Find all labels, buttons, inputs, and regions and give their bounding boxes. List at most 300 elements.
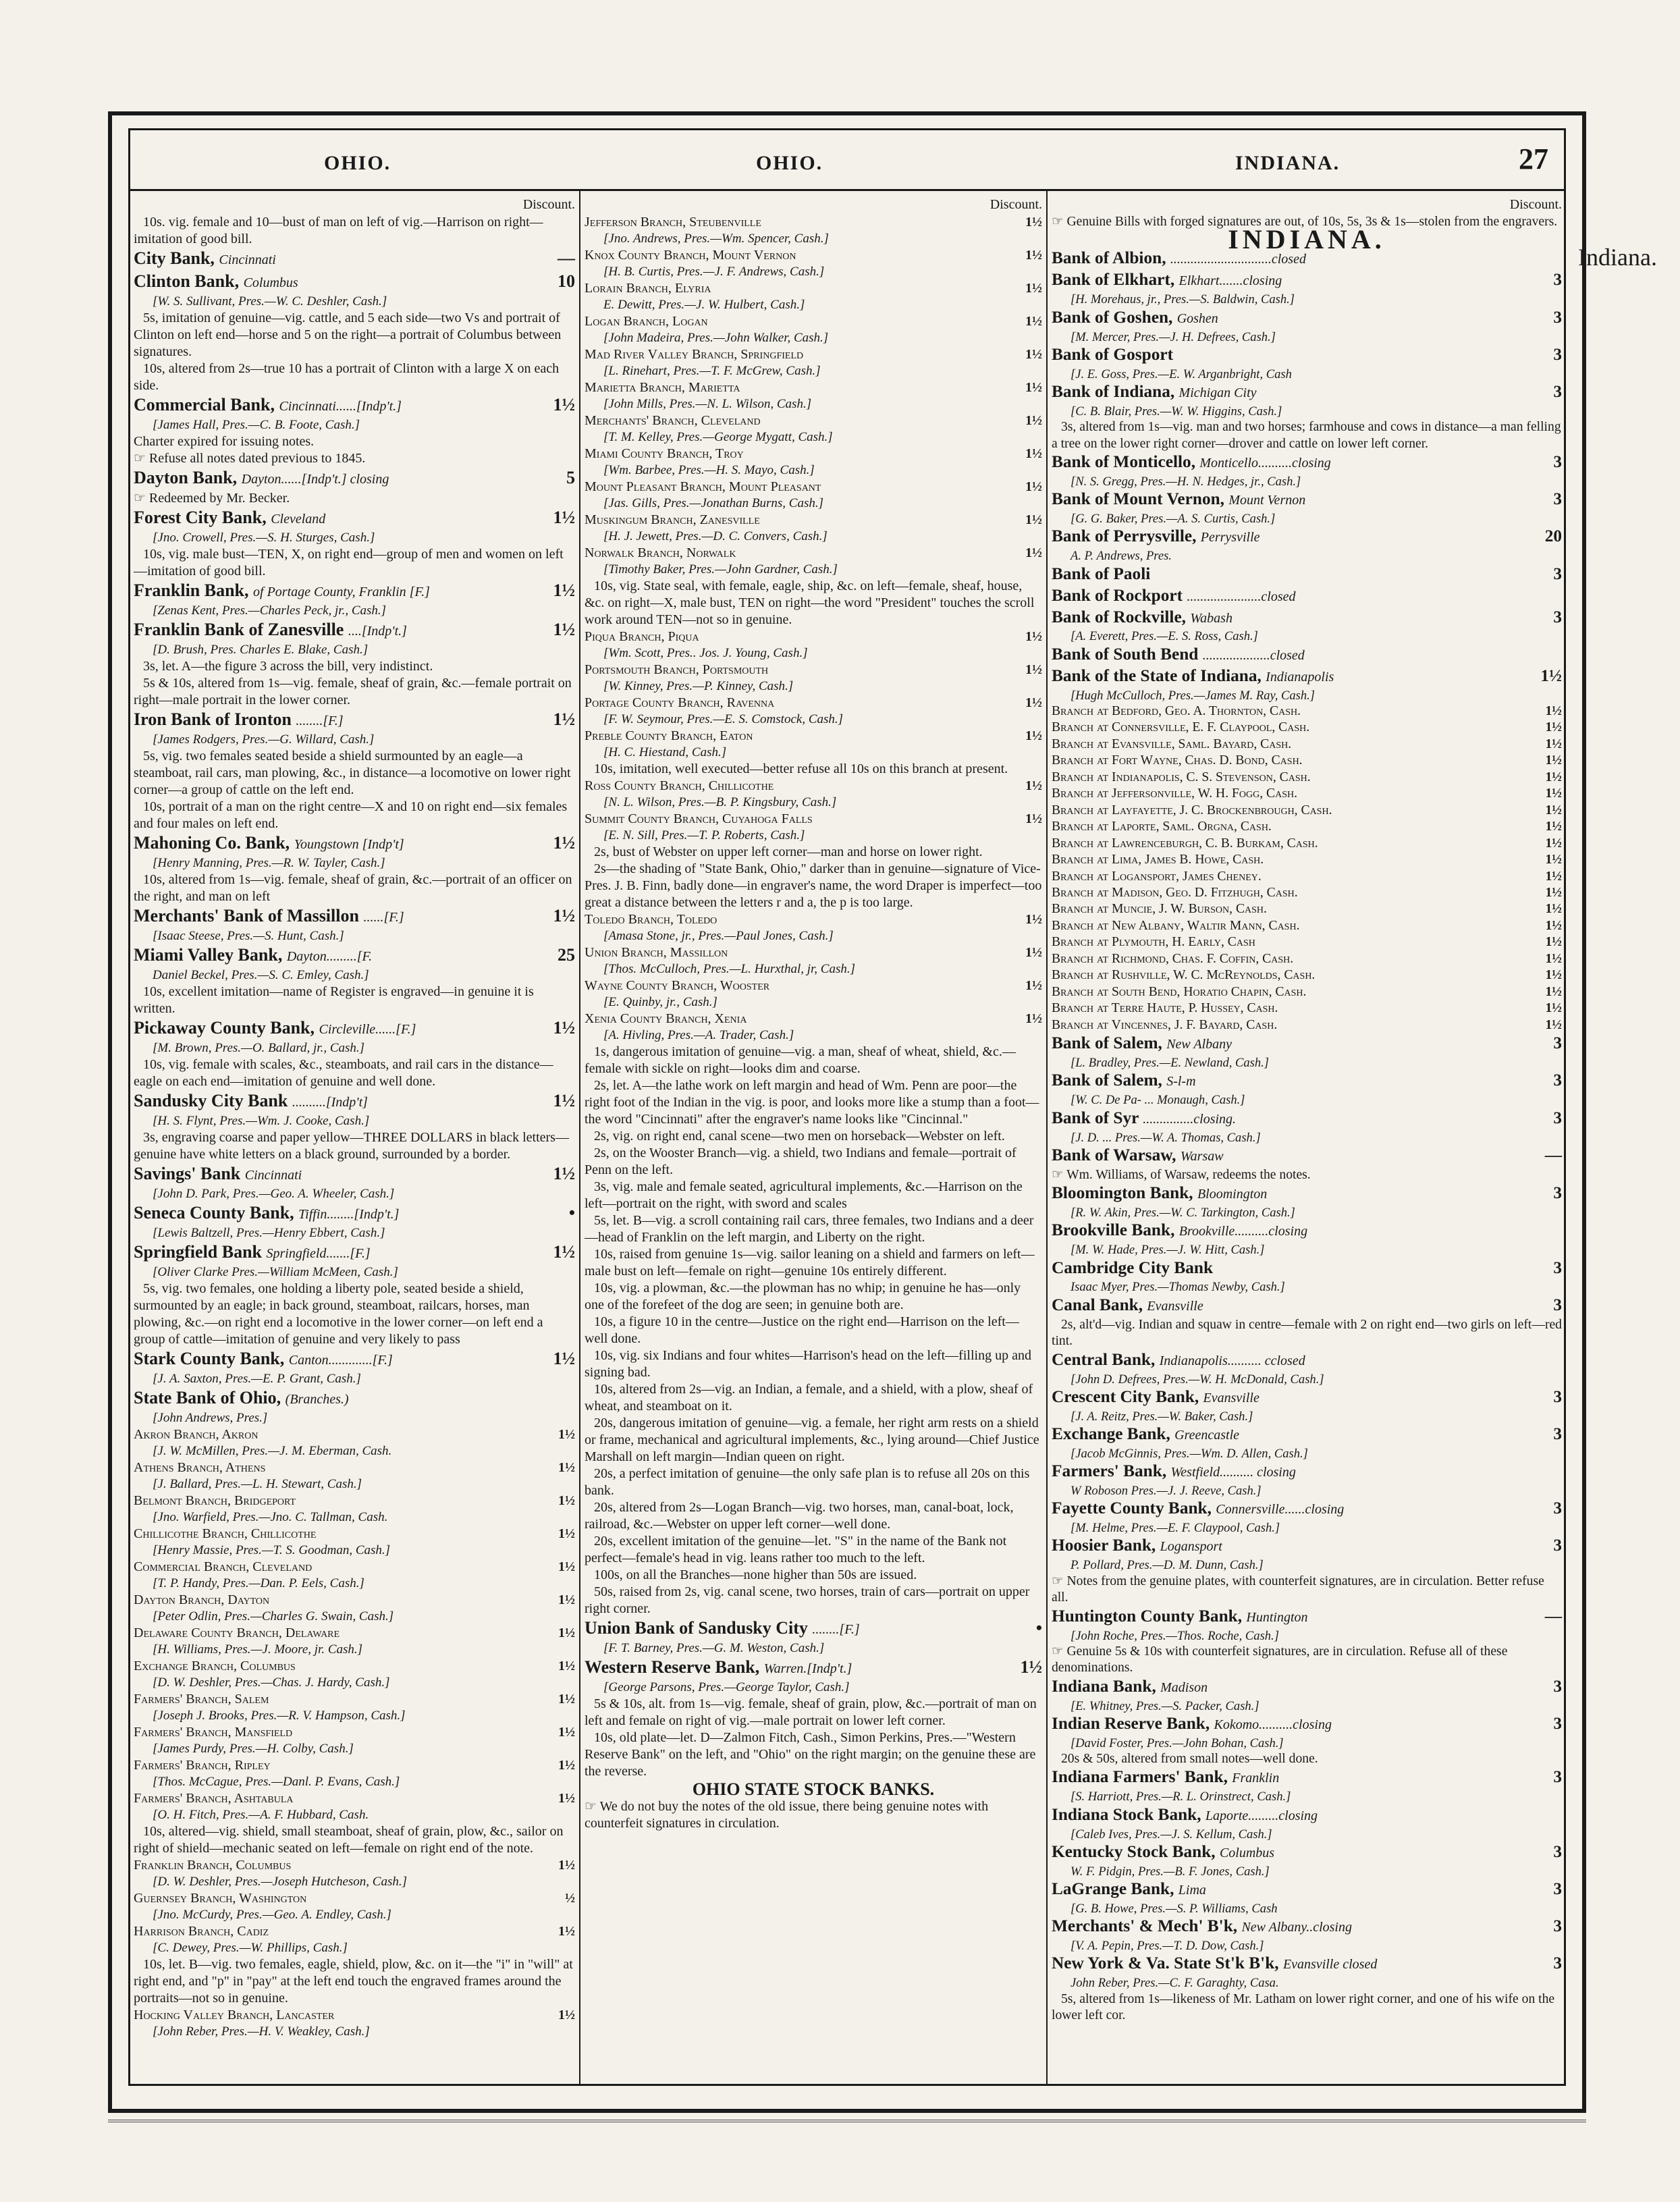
counterfeit-description: 20s, a perfect imitation of genuine—the only safe plan is to refuse all 20s on this bank.	[585, 1466, 1030, 1498]
discount-rate: 1½	[553, 1018, 575, 1038]
column-indiana	[1052, 196, 1562, 2024]
discount-rate: 5	[566, 468, 575, 487]
counterfeit-description: 3s, altered from 1s—vig. man and two horses; farmhouse and cows in distance—a man felling a tree on the lower right corner—drover and cattle on lower left corner.	[1052, 420, 1561, 451]
counterfeit-description: 10s, imitation, well executed—better refuse all 10s on this branch at present.	[594, 761, 1008, 776]
officers-line: Isaac Myer, Pres.—Thomas Newby, Cash.]	[1071, 1280, 1285, 1295]
branch-entry	[585, 214, 1042, 231]
branch-entry	[134, 2007, 575, 2024]
officers-line: [David Foster, Pres.—John Bohan, Cash.]	[1071, 1736, 1284, 1750]
discount-rate: 1½	[553, 1242, 575, 1262]
branch-entry	[134, 1757, 575, 1774]
discount-rate: 3	[1553, 1071, 1562, 1090]
bank-name: Bank of Indiana,	[1052, 381, 1175, 401]
branch-entry	[585, 728, 1042, 745]
bank-entry	[134, 248, 575, 271]
discount-rate: 1½	[558, 1758, 575, 1773]
branch-entry	[585, 446, 1042, 462]
branch-name: Branch at South Bend, Horatio Chapin, Cash.	[1052, 984, 1307, 999]
column-rule-2	[1046, 189, 1048, 2086]
branch-entry	[1052, 869, 1562, 885]
discount-rate: 1½	[1025, 380, 1042, 395]
counterfeit-description: 5s, let. B—vig. a scroll containing rail cars, three females, two Indians and a deer—head of Franklin on the left margin, and Liberty on the right.	[585, 1213, 1034, 1245]
branch-entry	[134, 1658, 575, 1675]
bank-location: Cincinnati	[219, 252, 276, 267]
note-line: Charter expired for issuing notes.	[134, 434, 315, 449]
bank-entry	[1052, 527, 1562, 548]
discount-rate: 1½	[1025, 413, 1042, 428]
bank-name: Fayette County Bank,	[1052, 1499, 1212, 1518]
discount-rate: 1½	[1025, 479, 1042, 494]
officers-line: [M. Helme, Pres.—E. F. Claypool, Cash.]	[1071, 1521, 1280, 1536]
bank-entry	[134, 394, 575, 417]
officers-line: [F. T. Barney, Pres.—G. M. Weston, Cash.]	[603, 1641, 825, 1655]
discount-rate: 1½	[553, 620, 575, 639]
discount-rate: 1½	[1545, 918, 1562, 933]
discount-rate: 1½	[1025, 1011, 1042, 1026]
note-line: ☞ Redeemed by Mr. Becker.	[134, 491, 290, 506]
bank-name: Dayton Bank,	[134, 468, 238, 487]
bank-entry	[134, 944, 575, 967]
branch-entry	[1052, 720, 1562, 736]
bank-name: Pickaway County Bank,	[134, 1018, 315, 1038]
bank-location: Warsaw	[1180, 1148, 1224, 1164]
branch-name: Branch at Layfayette, J. C. Brockenbrough, Cash.	[1052, 803, 1332, 817]
counterfeit-description: 5s, imitation of genuine—vig. cattle, and 5 each side—two Vs and portrait of Clinton on left end—horse and 5 on the right—a portrait of Columbus between signatures.	[134, 311, 562, 359]
officers-line: [John D. Defrees, Pres.—W. H. McDonald, Cash.]	[1071, 1372, 1324, 1387]
discount-rate: 1½	[553, 1349, 575, 1368]
bank-location: ......................closed	[1187, 589, 1296, 604]
bank-location: ....[Indp't.]	[348, 624, 407, 639]
bank-name: Franklin Bank,	[134, 581, 249, 600]
discount-rate: 3	[1553, 1767, 1562, 1787]
discount-rate: 1½	[1545, 869, 1562, 884]
bank-name: Sandusky City Bank	[134, 1091, 288, 1110]
bank-name: Merchants' & Mech' B'k,	[1052, 1916, 1238, 1936]
officers-line: [John Andrews, Pres.]	[153, 1411, 268, 1425]
discount-rate: 1½	[1545, 902, 1562, 917]
bank-name: New York & Va. State St'k B'k,	[1052, 1954, 1279, 1973]
bank-location: Westfield.......... closing	[1170, 1465, 1296, 1480]
branch-name: Franklin Branch, Columbus	[134, 1858, 292, 1873]
bank-name: Springfield Bank	[134, 1242, 263, 1262]
discount-rate: 1½	[1025, 545, 1042, 560]
column-rule-1	[579, 189, 580, 2086]
bank-name: Mahoning Co. Bank,	[134, 833, 290, 853]
discount-rate: •	[1035, 1618, 1042, 1638]
officers-line: [George Parsons, Pres.—George Taylor, Cash.]	[603, 1680, 850, 1694]
discount-rate: 1½	[558, 1559, 575, 1574]
bank-location: Tiffin........[Indp't.]	[298, 1207, 400, 1222]
bank-name: Union Bank of Sandusky City	[585, 1618, 808, 1638]
bank-name: Bloomington Bank,	[1052, 1183, 1193, 1203]
bank-name: Bank of Mount Vernon,	[1052, 489, 1225, 509]
branch-name: Branch at Lawrenceburgh, C. B. Burkam, Cash.	[1052, 836, 1318, 851]
discount-rate: 1½	[1545, 935, 1562, 950]
branch-name: Branch at Indianapolis, C. S. Stevenson, Cash.	[1052, 770, 1311, 784]
bank-entry	[585, 1657, 1042, 1680]
bank-entry	[1052, 1767, 1562, 1789]
branch-name: Branch at Lima, James B. Howe, Cash.	[1052, 853, 1264, 867]
branch-name: Knox County Branch, Mount Vernon	[585, 248, 796, 263]
counterfeit-description: 10s, old plate—let. D—Zalmon Fitch, Cash., Simon Perkins, Pres.—"Western Reserve Bank" on the left, and "Ohio" on the right margin; on the genuine these are the reverse.	[585, 1730, 1036, 1779]
officers-line: [James Hall, Pres.—C. B. Foote, Cash.]	[153, 418, 360, 432]
branch-entry	[585, 662, 1042, 678]
branch-entry	[585, 695, 1042, 711]
running-head-left: OHIO.	[324, 152, 391, 174]
branch-name: Farmers' Branch, Ashtabula	[134, 1791, 294, 1806]
counterfeit-description: 5s, vig. two females seated beside a shield surmounted by an eagle—a steamboat, rail cars, man plowing, &c., in distance—a locomotive on lower right corner—a group of cattle on the left end.	[134, 749, 571, 797]
bank-name: State Bank of Ohio,	[134, 1388, 281, 1407]
branch-name: Branch at Richmond, Chas. F. Coffin, Cash.	[1052, 951, 1294, 966]
branch-name: Portage County Branch, Ravenna	[585, 695, 775, 710]
bank-entry	[1052, 1461, 1562, 1483]
margin-note: Indiana.	[1578, 244, 1657, 271]
officers-line: [H. Morehaus, jr., Pres.—S. Baldwin, Cash.]	[1071, 292, 1295, 307]
bank-location: ........[F.]	[296, 714, 344, 728]
branch-name: Merchants' Branch, Cleveland	[585, 413, 761, 428]
bank-location: Warren.[Indp't.]	[763, 1661, 852, 1676]
officers-line: [Wm. Scott, Pres.. Jos. J. Young, Cash.]	[603, 646, 808, 660]
discount-rate: 1½	[1545, 1001, 1562, 1016]
discount-rate: 1½	[1545, 770, 1562, 784]
bank-entry	[1052, 586, 1562, 608]
bank-location: Connersville......closing	[1216, 1502, 1345, 1518]
discount-rate: 3	[1553, 1183, 1562, 1203]
branch-entry	[1052, 934, 1562, 950]
officers-line: [John Reber, Pres.—H. V. Weakley, Cash.]	[153, 2024, 370, 2039]
counterfeit-description: 10s, portrait of a man on the right centre—X and 10 on right end—six females and four males on left end.	[134, 799, 568, 831]
branch-entry	[134, 1890, 575, 1907]
branch-entry	[585, 247, 1042, 264]
bank-location: Dayton.........[F.	[286, 949, 373, 964]
bank-entry	[1052, 270, 1562, 292]
officers-line: John Reber, Pres.—C. F. Garaghty, Casa.	[1071, 1976, 1279, 1991]
bank-location: Franklin	[1232, 1771, 1280, 1786]
counterfeit-description: 20s, dangerous imitation of genuine—vig. a female, her right arm rests on a shield or frame, mechanical and agricultural implements, &c., lying around—Chief Justice Marshall on left margin—Indian queen on right.	[585, 1416, 1039, 1464]
officers-line: [A. Hivling, Pres.—A. Trader, Cash.]	[603, 1028, 794, 1042]
branch-name: Harrison Branch, Cadiz	[134, 1924, 269, 1939]
officers-line: [D. W. Deshler, Pres.—Chas. J. Hardy, Cash.]	[153, 1675, 390, 1690]
branch-name: Logan Branch, Logan	[585, 314, 708, 329]
discount-rate: 1½	[1025, 446, 1042, 461]
bank-entry	[134, 832, 575, 855]
bank-entry	[1052, 1108, 1562, 1130]
discount-rate: 10	[558, 271, 575, 291]
bank-name: Farmers' Bank,	[1052, 1461, 1167, 1481]
bank-location: Indianapolis.......... cclosed	[1159, 1353, 1305, 1368]
officers-line: [Henry Massie, Pres.—T. S. Goodman, Cash.]	[153, 1543, 391, 1557]
bank-entry	[1052, 1220, 1562, 1242]
bank-name: Crescent City Bank,	[1052, 1387, 1199, 1406]
branch-name: Lorain Branch, Elyria	[585, 281, 711, 296]
officers-line: [G. B. Howe, Pres.—S. P. Williams, Cash	[1071, 1901, 1278, 1916]
counterfeit-description: 2s, let. A—the lathe work on left margin and head of Wm. Penn are poor—the right foot of the Indian in the vig. is poor, and looks more like a stump than a foot—the word "Cincinnati" after the engraver's name looks like "Cincinnal."	[585, 1078, 1039, 1127]
officers-line: [N. S. Gregg, Pres.—H. N. Hedges, jr., Cash.]	[1071, 475, 1301, 489]
discount-header: Discount.	[1509, 197, 1562, 212]
bank-name: Seneca County Bank,	[134, 1203, 294, 1223]
discount-rate: 1½	[558, 2008, 575, 2022]
officers-line: [H. J. Jewett, Pres.—D. C. Convers, Cash.]	[603, 529, 828, 543]
counterfeit-description: 20s & 50s, altered from small notes—well done.	[1061, 1752, 1318, 1766]
discount-rate: 3	[1553, 1879, 1562, 1898]
officers-line: [T. M. Kelley, Pres.—George Mygatt, Cash.]	[603, 430, 833, 444]
bank-entry	[134, 1017, 575, 1040]
officers-line: [Hugh McCulloch, Pres.—James M. Ray, Cash.]	[1071, 688, 1315, 703]
branch-entry	[1052, 951, 1562, 967]
bank-entry	[1052, 1536, 1562, 1557]
branch-name: Branch at Jeffersonville, W. H. Fogg, Cash.	[1052, 786, 1298, 801]
discount-rate: 1½	[1545, 836, 1562, 851]
discount-rate: 3	[1553, 1387, 1562, 1406]
bank-location: ....................closed	[1202, 647, 1305, 663]
counterfeit-description: 5s & 10s, altered from 1s—vig. female, sheaf of grain, &c.—female portrait on right—male portrait in the lower corner.	[134, 676, 572, 707]
bank-entry	[134, 1241, 575, 1264]
bank-name: Stark County Bank,	[134, 1349, 285, 1368]
discount-rate: 1½	[1025, 912, 1042, 927]
counterfeit-description: 5s & 10s, alt. from 1s—vig. female, sheaf of grain, plow, &c.—portrait of man on left and female on right of vig.—male portrait on lower left corner.	[585, 1696, 1037, 1728]
discount-rate: 1½	[553, 906, 575, 925]
bank-entry	[134, 1090, 575, 1113]
bank-entry	[1052, 382, 1562, 404]
branch-name: Summit County Branch, Cuyahoga Falls	[585, 811, 813, 826]
counterfeit-description: 10s. vig. female and 10—bust of man on left of vig.—Harrison on right—imitation of good bill.	[134, 215, 543, 246]
officers-line: E. Dewitt, Pres.—J. W. Hulbert, Cash.]	[603, 298, 805, 312]
officers-line: [Lewis Baltzell, Pres.—Henry Ebbert, Cash.]	[153, 1226, 385, 1240]
bank-location: Columbus	[243, 275, 298, 290]
bank-name: Indiana Stock Bank,	[1052, 1804, 1201, 1824]
branch-entry	[585, 977, 1042, 994]
officers-line: [John D. Park, Pres.—Geo. A. Wheeler, Cash.]	[153, 1187, 395, 1201]
branch-entry	[1052, 736, 1562, 753]
bank-entry	[1052, 645, 1562, 666]
branch-entry	[585, 412, 1042, 429]
bank-name: Brookville Bank,	[1052, 1220, 1175, 1240]
bank-name: Bank of Salem,	[1052, 1033, 1162, 1053]
branch-entry	[134, 1724, 575, 1741]
counterfeit-description: 20s, excellent imitation of the genuine—let. "S" in the name of the Bank not perfect—female's head in vig. leans rather too much to the left.	[585, 1534, 1007, 1565]
discount-rate: 3	[1553, 1842, 1562, 1861]
bank-entry	[1052, 489, 1562, 511]
discount-rate: 1½	[553, 1164, 575, 1183]
bank-location: Columbus	[1219, 1845, 1275, 1860]
branch-name: Branch at Evansville, Saml. Bayard, Cash.	[1052, 736, 1292, 751]
officers-line: [Jno. Warfield, Pres.—Jno. C. Tallman, Cash.	[153, 1510, 388, 1524]
counterfeit-description: 10s, excellent imitation—name of Register is engraved—in genuine it is written.	[134, 984, 534, 1016]
bank-name: Indian Reserve Bank,	[1052, 1713, 1210, 1733]
counterfeit-description: 20s, altered from 2s—Logan Branch—vig. two horses, man, canal-boat, lock, railroad, &c.—Webster on upper left corner—well done.	[585, 1500, 1014, 1532]
counterfeit-description: 10s, altered from 2s—vig. an Indian, a female, and a shield, with a plow, sheaf of wheat, and steamboat on it.	[585, 1382, 1033, 1414]
discount-rate: 20	[1544, 527, 1562, 546]
branch-entry	[1052, 819, 1562, 835]
discount-rate: 1½	[1025, 629, 1042, 644]
bank-location: New Albany..closing	[1241, 1920, 1352, 1935]
discount-rate: 1½	[553, 833, 575, 853]
branch-name: Mount Pleasant Branch, Mount Pleasant	[585, 479, 821, 494]
branch-name: Union Branch, Massillon	[585, 945, 728, 960]
officers-line: [Jas. Gills, Pres.—Jonathan Burns, Cash.]	[603, 496, 824, 510]
branch-entry	[134, 1923, 575, 1940]
branch-name: Piqua Branch, Piqua	[585, 629, 699, 644]
bank-name: Central Bank,	[1052, 1349, 1156, 1369]
header-rule	[128, 189, 1566, 191]
discount-rate: 1½	[1025, 811, 1042, 826]
bank-name: Iron Bank of Ironton	[134, 709, 292, 729]
branch-name: Xenia County Branch, Xenia	[585, 1011, 747, 1026]
discount-rate: ½	[565, 1891, 575, 1906]
officers-line: [Henry Manning, Pres.—R. W. Tayler, Cash.]	[153, 856, 385, 870]
bank-name: Bank of Elkhart,	[1052, 270, 1175, 290]
bank-name: Franklin Bank of Zanesville	[134, 620, 344, 639]
discount-rate: 1½	[1545, 853, 1562, 867]
counterfeit-description: 10s, raised from genuine 1s—vig. sailor leaning on a shield and farmers on left—male bust on left—female on right—genuine 10s entirely different.	[585, 1247, 1035, 1279]
note-line: ☞ We do not buy the notes of the old issue, there being genuine notes with counterfeit signatures in circulation.	[585, 1799, 989, 1831]
branch-name: Belmont Branch, Bridgeport	[134, 1493, 296, 1508]
branch-entry	[585, 379, 1042, 396]
bank-entry	[1052, 1033, 1562, 1055]
officers-line: [W. C. De Pa- ... Monaugh, Cash.]	[1071, 1093, 1245, 1108]
bank-location: ...............closing.	[1143, 1111, 1237, 1127]
branch-name: Branch at Muncie, J. W. Burson, Cash.	[1052, 902, 1267, 917]
discount-rate: 1½	[1545, 984, 1562, 999]
bank-location: Lima	[1178, 1882, 1206, 1898]
bank-entry	[1052, 1071, 1562, 1092]
bank-location: Youngstown [Indp't]	[294, 837, 404, 852]
bank-entry	[134, 905, 575, 928]
officers-line: [Wm. Barbee, Pres.—H. S. Mayo, Cash.]	[603, 463, 815, 477]
branch-name: Delaware County Branch, Delaware	[134, 1626, 340, 1640]
officers-line: [H. Williams, Pres.—J. Moore, jr. Cash.]	[153, 1642, 363, 1657]
officers-line: [M. W. Hade, Pres.—J. W. Hitt, Cash.]	[1071, 1243, 1265, 1258]
bank-name: Bank of Goshen,	[1052, 307, 1173, 327]
officers-line: [James Purdy, Pres.—H. Colby, Cash.]	[153, 1742, 354, 1756]
officers-line: [Isaac Steese, Pres.—S. Hunt, Cash.]	[153, 929, 344, 943]
discount-rate: 1½	[1020, 1657, 1042, 1677]
officers-line: [Timothy Baker, Pres.—John Gardner, Cash.]	[603, 562, 838, 576]
bank-location: Perrysville	[1200, 530, 1260, 545]
discount-rate: 1½	[1025, 695, 1042, 710]
bank-name: Forest City Bank,	[134, 508, 267, 527]
officers-line: [J. A. Reitz, Pres.—W. Baker, Cash.]	[1071, 1409, 1253, 1424]
discount-rate: 3	[1553, 489, 1562, 509]
counterfeit-description: 10s, altered from 1s—vig. female, sheaf of grain, &c.—portrait of an officer on the right, and man on left	[134, 872, 572, 904]
branch-name: Branch at Connersville, E. F. Claypool, Cash.	[1052, 720, 1310, 735]
officers-line: [Jno. Crowell, Pres.—S. H. Sturges, Cash.]	[153, 531, 375, 545]
branch-entry	[1052, 918, 1562, 934]
officers-line: [L. Rinehart, Pres.—T. F. McGrew, Cash.]	[603, 364, 821, 378]
bank-location: Bloomington	[1197, 1187, 1268, 1202]
discount-rate: 1½	[1025, 978, 1042, 993]
counterfeit-description: 50s, raised from 2s, vig. canal scene, two horses, train of cars—portrait on upper right corner.	[585, 1584, 1030, 1616]
note-line: ☞ Wm. Williams, of Warsaw, redeems the notes.	[1052, 1167, 1311, 1182]
bank-entry	[1052, 1350, 1562, 1372]
discount-rate: 1½	[1025, 778, 1042, 793]
bank-location: Madison	[1160, 1680, 1208, 1695]
branch-entry	[585, 346, 1042, 363]
branch-entry	[1052, 770, 1562, 786]
officers-line: [H. C. Hiestand, Cash.]	[603, 745, 727, 759]
branch-entry	[134, 1526, 575, 1542]
branch-entry	[134, 1559, 575, 1576]
officers-line: [H. B. Curtis, Pres.—J. F. Andrews, Cash.]	[603, 265, 825, 279]
officers-line: [Amasa Stone, jr., Pres.—Paul Jones, Cash.]	[603, 929, 834, 943]
bank-location: Canton.............[F.]	[288, 1353, 393, 1368]
discount-rate: 1½	[558, 1791, 575, 1806]
branch-entry	[585, 778, 1042, 795]
branch-name: Farmers' Branch, Ripley	[134, 1758, 271, 1773]
discount-rate: 1½	[558, 1924, 575, 1939]
counterfeit-description: 10s, a figure 10 in the centre—Justice on the right end—Harrison on the left—well done.	[585, 1314, 1019, 1346]
officers-line: [Peter Odlin, Pres.—Charles G. Swain, Cash.]	[153, 1609, 394, 1623]
officers-line: [Zenas Kent, Pres.—Charles Peck, jr., Cash.]	[153, 603, 387, 618]
bank-name: Western Reserve Bank,	[585, 1657, 760, 1677]
discount-rate: 1½	[1545, 753, 1562, 768]
note-line: ☞ Notes from the genuine plates, with counterfeit signatures, are in circulation. Better refuse all.	[1052, 1574, 1544, 1605]
officers-line: [Joseph J. Brooks, Pres.—R. V. Hampson, Cash.]	[153, 1709, 406, 1723]
discount-rate: 1½	[1545, 968, 1562, 983]
bank-entry	[134, 507, 575, 530]
officers-line: [John Madeira, Pres.—John Walker, Cash.]	[603, 331, 829, 345]
officers-line: [E. Whitney, Pres.—S. Packer, Cash.]	[1071, 1698, 1259, 1713]
branch-entry	[585, 545, 1042, 562]
bank-entry	[134, 1163, 575, 1186]
discount-rate: 1½	[558, 1692, 575, 1707]
bank-location: Elkhart.......closing	[1178, 273, 1282, 289]
bank-location: Goshen	[1176, 311, 1218, 326]
discount-rate: 25	[558, 945, 575, 965]
officers-line: [Jno. McCurdy, Pres.—Geo. A. Endley, Cash.]	[153, 1908, 391, 1922]
branch-entry	[1052, 852, 1562, 868]
bank-location: ......[F.]	[363, 910, 404, 925]
discount-rate: 3	[1553, 344, 1562, 364]
branch-entry	[585, 1011, 1042, 1027]
bank-location: Evansville	[1203, 1390, 1259, 1405]
discount-rate: 1½	[553, 1091, 575, 1110]
officers-line: P. Pollard, Pres.—D. M. Dunn, Cash.]	[1071, 1558, 1264, 1573]
bank-entry	[1052, 308, 1562, 329]
branch-entry	[585, 479, 1042, 495]
counterfeit-description: 5s, vig. two females, one holding a liberty pole, seated beside a shield, surmounted by an eagle; in back ground, steamboat, railcars, horses, man plowing, &c.—on right end a locomotive in the lower corner—on left end a group of cattle—imitation of genuine and very likely to pass	[134, 1281, 543, 1347]
bank-location: Indianapolis	[1266, 669, 1334, 684]
discount-rate: 1½	[558, 1427, 575, 1442]
bank-name: Indiana Bank,	[1052, 1676, 1156, 1696]
bank-name: Bank of Monticello,	[1052, 452, 1196, 472]
branch-entry	[585, 811, 1042, 828]
branch-entry	[1052, 967, 1562, 984]
counterfeit-description: 10s, vig. female with scales, &c., steamboats, and rail cars in the distance—eagle on each end—imitation of genuine and well done.	[134, 1057, 553, 1089]
bank-name: Bank of Syr	[1052, 1108, 1139, 1127]
bank-location: Greencastle	[1174, 1427, 1240, 1443]
discount-rate: 3	[1553, 1258, 1562, 1277]
bank-entry	[1052, 666, 1562, 688]
bank-entry	[1052, 1607, 1562, 1628]
bank-name: Bank of Warsaw,	[1052, 1145, 1176, 1164]
bank-entry	[134, 709, 575, 732]
discount-rate: 3	[1553, 1916, 1562, 1936]
counterfeit-description: 10s, let. B—vig. two females, eagle, shield, plow, &c. on it—the "i" in "will" at right end, and "p" in "pay" at the left end touch the engraved frames around the portraits—not so in genuine.	[134, 1957, 573, 2006]
officers-line: [N. L. Wilson, Pres.—B. P. Kingsbury, Cash.]	[603, 795, 837, 809]
discount-rate: 3	[1553, 1295, 1562, 1314]
discount-rate: —	[1544, 1606, 1562, 1626]
bank-entry	[134, 1348, 575, 1371]
bank-entry	[134, 1387, 575, 1410]
officers-line: [W. S. Sullivant, Pres.—W. C. Deshler, Cash.]	[153, 294, 387, 308]
discount-rate: 3	[1553, 1033, 1562, 1053]
bank-location: (Branches.)	[285, 1392, 349, 1407]
officers-line: [E. Quinby, jr., Cash.]	[603, 995, 717, 1009]
counterfeit-description: 1s, dangerous imitation of genuine—vig. a man, sheaf of wheat, shield, &c.—female with sickle on right—looks dim and coarse.	[585, 1044, 1016, 1076]
bank-entry	[1052, 564, 1562, 586]
discount-rate: 1½	[558, 1460, 575, 1475]
